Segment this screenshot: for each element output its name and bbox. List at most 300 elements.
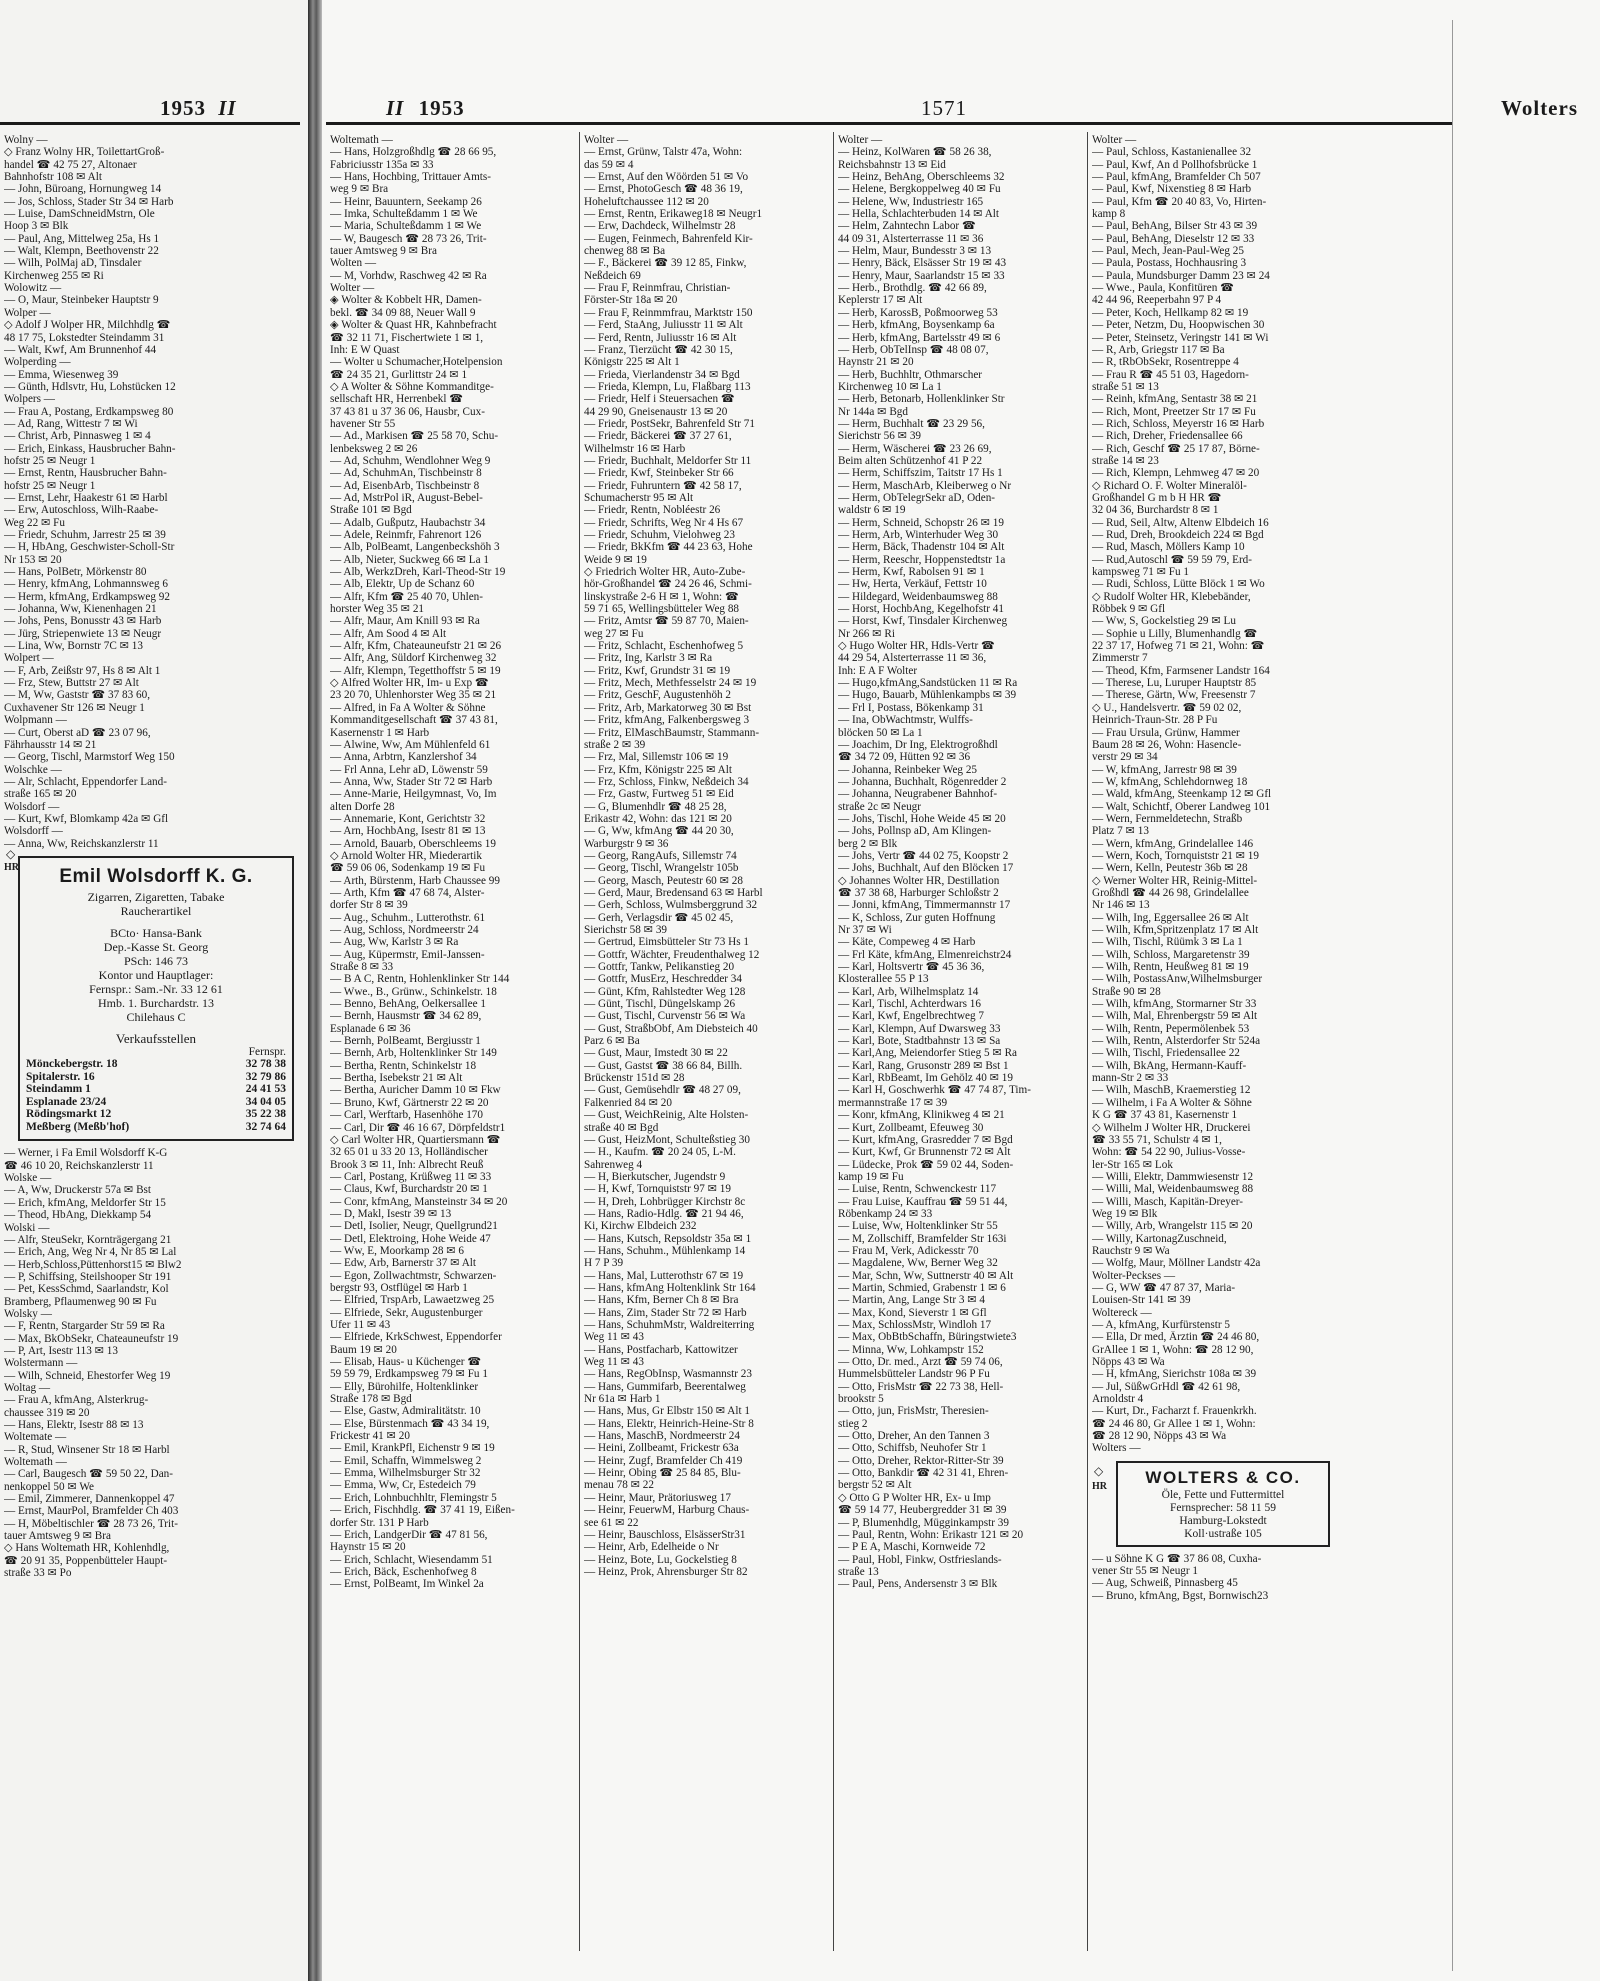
directory-entry: — Maria, Schulteßdamm 1 ✉ We	[330, 220, 482, 233]
directory-entry: Wolpers —	[4, 393, 55, 406]
directory-entry: — Gottfr, Tankw, Pelikanstieg 20	[584, 961, 735, 974]
directory-entry: — Frieda, Vierlandenstr 34 ✉ Bgd	[584, 368, 740, 381]
directory-entry: — P E A, Maschi, Kornweide 72	[838, 1541, 986, 1554]
directory-entry: weg 9 ✉ Bra	[330, 183, 389, 196]
directory-entry: — Therese, Lu, Luruper Hauptstr 85	[1092, 677, 1257, 690]
directory-entry: — Wilh, kfmAng, Stormarner Str 33	[1092, 998, 1257, 1011]
ad-line: Zigarren, Zigaretten, Tabake	[87, 889, 225, 904]
directory-entry: straße 14 ✉ 23	[1092, 454, 1159, 467]
directory-entry: — Karl,Ang, Meiendorfer Stieg 5 ✉ Ra	[838, 1047, 1018, 1060]
directory-entry: — Aug, Küpermstr, Emil-Janssen-	[330, 948, 485, 961]
directory-entry: 32 04 36, Burchardstr 8 ✉ 1	[1092, 504, 1219, 517]
directory-entry: — Alb, Nieter, Suckweg 66 ✉ La 1	[330, 553, 489, 566]
directory-entry: ◇ Franz Wolny HR, ToilettartGroß-	[4, 146, 165, 159]
directory-entry: — Günt, Tischl, Düngelskamp 26	[584, 998, 736, 1011]
directory-entry: — Herm, Reeschr, Hoppenstedtstr 1a	[838, 553, 1006, 566]
directory-entry: — Herm, Schneid, Schopstr 26 ✉ 19	[838, 516, 1004, 529]
directory-entry: Weg 22 ✉ Fu	[4, 516, 65, 529]
directory-entry: — Frz, Mal, Sillemstr 106 ✉ 19	[584, 751, 729, 764]
directory-entry: Bramberg, Pflaumenweg 90 ✉ Fu	[4, 1295, 157, 1308]
directory-entry: — Frau M, Verk, Adickesstr 70	[838, 1244, 979, 1257]
directory-entry: — Walt, Kwf, Am Brunnenhof 44	[4, 343, 157, 356]
ad-line: Raucherartikel	[120, 903, 192, 918]
directory-entry: Straße 178 ✉ Bgd	[330, 1393, 412, 1406]
directory-entry: lenbeksweg 2 ✉ 26	[330, 442, 418, 455]
directory-entry: — Herb, kfmAng, Boysenkamp 6a	[838, 319, 995, 332]
directory-entry: ◇ U., Handelsvertr. ☎ 59 02 02,	[1092, 701, 1242, 714]
directory-entry: Wolter —	[1092, 134, 1137, 146]
directory-entry: — Alfr, Kfm, Chateauneufstr 21 ✉ 26	[330, 640, 502, 653]
directory-entry: — Herm, kfmAng, Erdkampsweg 92	[4, 590, 170, 603]
directory-entry: ◇ Hugo Wolter HR, Hdls-Vertr ☎	[838, 640, 995, 653]
directory-entry: — Friedr, Rentn, Nobléestr 26	[584, 504, 721, 517]
directory-entry: — Alfr, SteuSekr, Kornträgergang 21	[4, 1233, 172, 1246]
directory-entry: — Karl H, Goschwerhk ☎ 47 74 87, Tim-	[838, 1084, 1031, 1097]
directory-entry: — Reinh, kfmAng, Sentastr 38 ✉ 21	[1092, 393, 1258, 406]
directory-entry: — Werner, i Fa Emil Wolsdorff K-G	[4, 1147, 168, 1160]
directory-entry: — F, Arb, Zeißstr 97, Hs 8 ✉ Alt 1	[4, 664, 161, 677]
directory-entry: — Hans, Elektr, Heinrich-Heine-Str 8	[584, 1417, 754, 1430]
directory-entry: — Hugo, Bauarb, Mühlenkampbs ✉ 39	[838, 689, 1017, 702]
directory-entry: ◇ A Wolter & Söhne Kommanditge-	[330, 380, 494, 393]
directory-entry: Klosterallee 55 P 13	[838, 973, 929, 986]
ad-line: BCto· Hansa-Bank	[110, 925, 202, 940]
directory-entry: — Johs, Vertr ☎ 44 02 75, Koopstr 2	[838, 849, 1009, 862]
directory-entry: — Friedr, Bäckerei ☎ 37 27 61,	[584, 430, 732, 443]
right-header-left	[386, 96, 586, 122]
directory-entry: — P, Schiffsing, Steilshooper Str 191	[4, 1270, 172, 1283]
directory-entry: Woltag —	[4, 1381, 51, 1394]
directory-entry: das 59 ✉ 4	[584, 158, 634, 171]
directory-entry: ☎ 59 14 77, Heubergredder 31 ✉ 39	[838, 1504, 1007, 1517]
directory-entry: — H, HbAng, Geschwister-Scholl-Str	[4, 541, 175, 554]
directory-entry: Nr 153 ✉ 20	[4, 553, 62, 566]
directory-entry: — Bernh, PolBeamt, Bergiusstr 1	[330, 1035, 481, 1048]
directory-entry: — Alwine, Ww, Am Mühlenfeld 61	[330, 738, 491, 751]
directory-entry: — Hans, MaschB, Nordmeerstr 24	[584, 1430, 740, 1443]
directory-entry: — Paul, Kwf, Nixenstieg 8 ✉ Harb	[1092, 183, 1252, 196]
directory-entry: — Wwe., B., Grünw., Schinkelstr. 18	[330, 985, 497, 998]
ad-line: Dep.-Kasse St. Georg	[103, 939, 209, 954]
column-divider	[833, 132, 834, 1951]
directory-entry: Wolten —	[330, 257, 377, 270]
directory-entry: Bahnhofstr 108 ✉ Alt	[4, 171, 102, 184]
directory-entry: verstr 29 ✉ 34	[1092, 751, 1158, 764]
directory-entry: ☎ 28 12 90, Nöpps 43 ✉ Wa	[1092, 1430, 1227, 1443]
directory-entry: — Ad, Rang, Wittestr 7 ✉ Wi	[4, 417, 138, 430]
directory-entry: Woltemath —	[330, 134, 393, 146]
directory-entry: — Johs, Pens, Bonusstr 43 ✉ Harb	[4, 615, 162, 628]
directory-entry: — Wilh, PolMaj aD, Tinsdaler	[4, 257, 142, 270]
directory-entry: — Anna, Arbtrn, Kanzlershof 34	[330, 751, 477, 764]
directory-entry: — Herm, Bäck, Thadenstr 104 ✉ Alt	[838, 541, 1005, 554]
directory-entry: — Horst, HochbAng, Kegelhofstr 41	[838, 603, 1004, 616]
directory-entry: Inh: E A F Wolter	[838, 664, 918, 677]
directory-entry: — Eugen, Feinmech, Bahrenfeld Kir-	[584, 232, 753, 245]
directory-entry: — M, Ww, Gaststr ☎ 37 83 60,	[4, 689, 151, 702]
directory-entry: — Ad, EisenbArb, Tischbeinstr 8	[330, 479, 480, 492]
directory-entry: — Frieda, Klempn, Lu, Flaßbarg 113	[584, 380, 751, 393]
directory-entry: — Hugo,kfmAng,Sandstücken 11 ✉ Ra	[838, 677, 1018, 690]
directory-entry: — Gerh, Verlagsdir ☎ 45 02 45,	[584, 911, 734, 924]
directory-entry: ☎ 34 72 09, Hütten 92 ✉ 36	[838, 751, 971, 764]
directory-entry: — Karl, RbBeamt, Im Gehölz 40 ✉ 19	[838, 1072, 1013, 1085]
directory-entry: — Horst, Kwf, Tinsdaler Kirchenweg	[838, 615, 1008, 628]
directory-entry: — Hw, Herta, Verkäuf, Fettstr 10	[838, 578, 987, 591]
directory-entry: — Ernst, Auf den Wöörden 51 ✉ Vo	[584, 171, 749, 184]
directory-entry: — Walt, Schichtf, Oberer Landweg 101	[1092, 800, 1271, 813]
directory-entry: — Heinr, Zugf, Bramfelder Ch 419	[584, 1454, 743, 1467]
ad-store-table	[26, 1046, 286, 1134]
directory-entry: Reichsbahnstr 13 ✉ Eid	[838, 158, 946, 171]
directory-entry: — Willy, KartonagZuschneid,	[1092, 1232, 1227, 1245]
directory-entry: — Johanna, Neugrabener Bahnhof-	[838, 788, 998, 801]
directory-entry: — Johanna, Reinbeker Weg 25	[838, 763, 978, 776]
directory-entry: — Wolfg, Maur, Möllner Landstr 42a	[1092, 1257, 1261, 1270]
directory-entry: — F, Rentn, Stargarder Str 59 ✉ Ra	[4, 1320, 165, 1333]
directory-entry: — Frau Luise, Kauffrau ☎ 59 51 44,	[838, 1195, 1008, 1208]
directory-entry: Baum 19 ✉ 20	[330, 1343, 397, 1356]
ad-store-phone: 32 78 38	[245, 1058, 286, 1071]
directory-entry: sellschaft HR, Herrenbekl ☎	[330, 393, 464, 406]
directory-entry: — Rud,Autoschl ☎ 59 59 79, Erd-	[1092, 553, 1252, 566]
directory-entry: — Paul, Schloss, Kastanienallee 32	[1092, 146, 1252, 159]
directory-entry: alten Dorfe 28	[330, 800, 395, 813]
directory-entry: — Rich, Schloss, Meyerstr 16 ✉ Harb	[1092, 417, 1265, 430]
directory-entry: kamp 19 ✉ Fu	[838, 1170, 904, 1183]
directory-entry: — Alfr, Klempn, Tegetthoffstr 5 ✉ 19	[330, 664, 501, 677]
ad-store-street: Steindamm 1	[26, 1083, 91, 1096]
directory-entry: — Carl, Postang, Krüßweg 11 ✉ 33	[330, 1170, 492, 1183]
directory-entry: — B A C, Rentn, Hohlenklinker Str 144	[330, 973, 510, 986]
directory-entry: — Emma, Wiesenweg 39	[4, 368, 119, 381]
directory-entry: — Theod, HbAng, Diekkamp 54	[4, 1209, 152, 1222]
directory-entry: — Helene, Ww, Industriestr 165	[838, 195, 984, 208]
directory-entry: — Elly, Bürohilfe, Holtenklinker	[330, 1380, 479, 1393]
directory-entry: — Paul, Kwf, An d Pollhofsbrücke 1	[1092, 158, 1258, 171]
directory-entry: — Wolter u Schumacher,Hotelpension	[330, 356, 503, 369]
directory-entry: — Kurt, Dr., Facharzt f. Frauenkrkh.	[1092, 1405, 1257, 1418]
directory-entry: Straße 90 ✉ 28	[1092, 985, 1161, 998]
directory-entry: — Carl, Dir ☎ 46 16 67, Dörpfeldstr1	[330, 1121, 506, 1134]
ad-store-phone: 32 79 86	[245, 1070, 286, 1083]
directory-entry: mann-Str 2 ✉ 33	[1092, 1072, 1169, 1085]
directory-entry: Röbbek 9 ✉ Gfl	[1092, 603, 1166, 616]
directory-entry: Woltemate —	[4, 1431, 67, 1444]
directory-entry: — Herb, Buchhltr, Othmarscher	[838, 368, 983, 381]
directory-entry: — Gust, Maur, Imstedt 30 ✉ 22	[584, 1047, 728, 1060]
directory-entry: — Fritz, GeschF, Augustenhöh 2	[584, 689, 732, 702]
directory-entry: — Helm, Zahntechn Labor ☎	[838, 220, 976, 233]
directory-entry: GrAllee 1 ✉ 1, Wohn: ☎ 28 12 90,	[1092, 1343, 1254, 1356]
directory-entry: — John, Büroang, Hornungweg 14	[4, 183, 162, 196]
ad-sales-title: Verkaufsstellen	[115, 1030, 197, 1046]
ad-title: Emil Wolsdorff K. G.	[59, 865, 253, 887]
directory-entry: — Herb, ObTelInsp ☎ 48 08 07,	[838, 343, 989, 356]
directory-entry: chaussee 319 ✉ 20	[4, 1406, 90, 1419]
directory-entry: — Joachim, Dr Ing, Elektrogroßhdl	[838, 738, 998, 751]
directory-entry: — Frau F, Reinmfrau, Christian-	[584, 282, 731, 295]
directory-entry: — Max, BkObSekr, Chateauneufstr 19	[4, 1332, 179, 1345]
directory-entry: — Aug, Ww, Karlstr 3 ✉ Ra	[330, 936, 459, 949]
directory-entry: — Paula, Mundsburger Damm 23 ✉ 24	[1092, 269, 1270, 282]
directory-entry: — Heinz, Prok, Ahrensburger Str 82	[584, 1565, 748, 1578]
directory-entry: — Frz, Stew, Buttstr 27 ✉ Alt	[4, 677, 139, 690]
directory-entry: — Else, Bürstenmach ☎ 43 34 19,	[330, 1417, 490, 1430]
ad-store-street: Rödingsmarkt 12	[26, 1108, 112, 1121]
directory-entry: — Heinz, KolWaren ☎ 58 26 38,	[838, 146, 992, 159]
directory-entry: — Rud, Masch, Möllers Kamp 10	[1092, 541, 1245, 554]
directory-entry: bekl. ☎ 34 09 88, Neuer Wall 9	[330, 306, 476, 319]
ad-store-phone: 35 22 38	[245, 1108, 286, 1121]
directory-entry: — Erich, Schlacht, Wiesendamm 51	[330, 1553, 493, 1566]
directory-entry: ler-Str 165 ✉ Lok	[1092, 1158, 1173, 1171]
directory-entry: — Fritz, Schlacht, Eschenhofweg 5	[584, 640, 744, 653]
directory-entry: — Rudi, Schloss, Lütte Blöck 1 ✉ Wo	[1092, 578, 1265, 591]
ad-store-row	[26, 1058, 286, 1071]
directory-entry: — Otto, Schiffsb, Neuhofer Str 1	[838, 1442, 987, 1455]
directory-entry: — Hans, Kutsch, Repsoldstr 35a ✉ 1	[584, 1232, 752, 1245]
ad-store-street: Esplanade 23/24	[26, 1095, 107, 1108]
directory-entry: — G, Blumenhdlr ☎ 48 25 28,	[584, 800, 727, 813]
directory-entry: — Ferd, Rentn, Juliusstr 16 ✉ Alt	[584, 331, 737, 344]
directory-entry: — Helene, Bergkoppelweg 40 ✉ Fu	[838, 183, 1001, 196]
directory-entry: — Wilh, BkAng, Hermann-Kauff-	[1092, 1059, 1247, 1072]
ad-line: Kontor und Hauptlager:	[98, 967, 214, 982]
ad-phone-header: Fernspr.	[248, 1045, 286, 1058]
directory-entry: Woltemath —	[4, 1456, 67, 1469]
directory-entry: Förster-Str 18a ✉ 20	[584, 294, 678, 307]
directory-entry: — Willi, Elektr, Dammwiesenstr 12	[1092, 1170, 1254, 1183]
directory-entry: Sahrenweg 4	[584, 1158, 643, 1171]
directory-entry: — Johs, Pollnsp aD, Am Klingen-	[838, 825, 992, 838]
directory-entry: Fabriciusstr 135a ✉ 33	[330, 158, 434, 171]
directory-entry: — Frz, Kfm, Königstr 225 ✉ Alt	[584, 763, 732, 776]
directory-entry: Nr 146 ✉ 13	[1092, 899, 1150, 912]
directory-entry: — Conr, kfmAng, Mansteinstr 34 ✉ 20	[330, 1195, 508, 1208]
directory-entry: — Fritz, Arb, Markatorweg 30 ✉ Bst	[584, 701, 752, 714]
directory-entry: — Bruno, Kwf, Gärtnerstr 22 ✉ 20	[330, 1096, 489, 1109]
directory-entry: — Lüdecke, Prok ☎ 59 02 44, Soden-	[838, 1158, 1014, 1171]
directory-entry: — Frz, Schloss, Finkw, Neßdeich 34	[584, 775, 749, 788]
directory-entry: straße 2c ✉ Neugr	[838, 800, 921, 813]
page-number: 1571	[921, 96, 967, 120]
directory-entry: ☎ 32 11 71, Fischertwiete 1 ✉ 1,	[330, 331, 484, 344]
directory-entry: — Magdalene, Ww, Berner Weg 32	[838, 1257, 998, 1270]
directory-entry: kampsweg 71 ✉ Fu 1	[1092, 566, 1190, 579]
directory-entry: Wolsdorf —	[4, 800, 60, 813]
directory-entry: ◇ Carl Wolter HR, Quartiersmann ☎	[330, 1133, 501, 1146]
directory-entry: — Heinr, FeuerwM, Harburg Chaus-	[584, 1504, 750, 1517]
ad-line: PSch: 146 73	[123, 953, 188, 968]
directory-entry: Erikastr 42, Wohn: das 121 ✉ 20	[584, 812, 732, 825]
directory-entry: — Wilhelm, i Fa A Wolter & Söhne	[1092, 1096, 1252, 1109]
directory-entry: ◇ Wilhelm J Wolter HR, Druckerei	[1092, 1121, 1251, 1134]
directory-entry: — Friedr, Fuhruntern ☎ 42 58 17,	[584, 479, 742, 492]
directory-entry: Weg 19 ✉ Blk	[1092, 1207, 1158, 1220]
ad-line: Chilehaus C	[126, 1009, 186, 1024]
directory-entry: Weg 11 ✉ 43	[584, 1356, 644, 1369]
directory-entry: tauer Amtsweg 9 ✉ Bra	[4, 1530, 111, 1543]
column-divider	[579, 132, 580, 1951]
directory-entry: Wolstermann —	[4, 1357, 78, 1370]
directory-entry: — Lina, Ww, Bornstr 7C ✉ 13	[4, 640, 143, 653]
directory-entry: Ki, Kirchw Elbdeich 232	[584, 1220, 697, 1233]
directory-entry: — Elisab, Haus- u Küchenger ☎	[330, 1356, 482, 1369]
directory-entry: Ufer 11 ✉ 43	[330, 1319, 391, 1331]
directory-entry: Cuxhavener Str 126 ✉ Neugr 1	[4, 701, 145, 714]
directory-entry: Weide 9 ✉ 19	[584, 553, 647, 566]
directory-entry: Kirchenweg 255 ✉ Ri	[4, 269, 104, 282]
directory-entry: — Aug, Schweiß, Pinnasberg 45	[1092, 1577, 1238, 1590]
directory-entry: — Otto, Dreher, An den Tannen 3	[838, 1430, 990, 1443]
directory-entry: — Fritz, Mech, Methfesselstr 24 ✉ 19	[584, 677, 757, 690]
directory-entry: tauer Amtsweg 9 ✉ Bra	[330, 245, 437, 258]
directory-entry: 42 44 96, Reeperbahn 97 P 4	[1092, 294, 1222, 307]
directory-entry: — Frau A, kfmAng, Alsterkrug-	[4, 1394, 149, 1407]
directory-entry: — Karl, Bote, Stadtbahnstr 13 ✉ Sa	[838, 1035, 1001, 1048]
directory-entry: — Hans, PolBetr, Mörkenstr 80	[4, 566, 147, 579]
book-gutter	[308, 0, 322, 1981]
directory-entry: — Herm, ObTelegrSekr aD, Oden-	[838, 491, 996, 504]
directory-entry: — Herm, Wäscherei ☎ 23 26 69,	[838, 442, 992, 455]
directory-entry: — Carl, Werftarb, Hasenhöhe 170	[330, 1109, 483, 1122]
directory-entry: Nr 37 ✉ Wi	[838, 924, 892, 936]
diamond-icon: ◇	[6, 846, 16, 861]
directory-entry: — Adele, Reinmfr, Fahrenort 126	[330, 529, 482, 541]
directory-entry: Baum 28 ✉ 26, Wohn: Hasencle-	[1092, 738, 1242, 751]
directory-entry: — Erich, kfmAng, Meldorfer Str 15	[4, 1196, 166, 1209]
directory-entry: — Otto, Dr. med., Arzt ☎ 59 74 06,	[838, 1356, 1003, 1369]
directory-entry: — Max, ObBtbSchaffn, Büringstwiete3	[838, 1331, 1017, 1344]
directory-entry: — Wilh, Rentn, Alsterdorfer Str 524a	[1092, 1035, 1261, 1048]
ad-store-street: Spitalerstr. 16	[26, 1070, 95, 1083]
directory-entry: — Paul, kfmAng, Bramfelder Ch 507	[1092, 171, 1261, 184]
directory-entry: — Günth, Hdlsvtr, Hu, Lohstücken 12	[4, 380, 176, 393]
directory-entry: waldstr 6 ✉ 19	[838, 504, 906, 517]
directory-entry: ◇ Otto G P Wolter HR, Ex- u Imp	[838, 1491, 991, 1504]
directory-entry: — Alr, Schlacht, Eppendorfer Land-	[4, 775, 167, 788]
ad-store-row	[26, 1083, 286, 1096]
directory-entry: — Hans, Gummifarb, Beerentalweg	[584, 1380, 746, 1393]
directory-entry: menau 78 ✉ 22	[584, 1479, 654, 1492]
directory-entry: — Wilh, Schloss, Margaretenstr 39	[1092, 948, 1250, 961]
directory-entry: — Alfr, Maur, Am Knill 93 ✉ Ra	[330, 615, 480, 628]
page-edge	[1452, 20, 1453, 1971]
directory-entry: — Otto, Dreher, Rektor-Ritter-Str 39	[838, 1454, 1004, 1467]
directory-entry: — Wilh, Schneid, Ehestorfer Weg 19	[4, 1369, 171, 1382]
directory-entry: Frickestr 41 ✉ 20	[330, 1430, 410, 1443]
directory-entry: Wolter —	[838, 134, 883, 146]
directory-entry: Woltereck —	[1092, 1306, 1152, 1319]
directory-entry: — Max, SchlossMstr, Windloh 17	[838, 1319, 992, 1331]
ad-store-row	[26, 1121, 286, 1134]
directory-entry: — Emil, Zimmerer, Dannenkoppel 47	[4, 1493, 175, 1506]
directory-entry: — Karl, Rang, Grusonstr 289 ✉ Bst 1	[838, 1059, 1009, 1072]
directory-entry: Inh: E W Quast	[330, 343, 400, 356]
directory-entry: Platz 7 ✉ 13	[1092, 825, 1149, 838]
directory-entry: — Paul, Mech, Jean-Paul-Weg 25	[1092, 245, 1244, 258]
ad-store-phone: 24 41 53	[245, 1083, 286, 1096]
directory-entry: — Herb, KarossB, Poßmoorweg 53	[838, 306, 998, 319]
directory-entry: — Bertha, Rentn, Schinkelstr 18	[330, 1059, 477, 1072]
directory-entry: straße 51 ✉ 13	[1092, 380, 1159, 393]
directory-entry: — P, Art, Isestr 113 ✉ 13	[4, 1344, 118, 1357]
directory-entry: — Hans, kfmAng Holtenklink Str 164	[584, 1281, 756, 1294]
directory-entry: havener Str 55	[330, 417, 396, 430]
directory-entry: — Gerh, Schloss, Wulmsberggrund 32	[584, 899, 758, 912]
right-header-rule	[326, 122, 1452, 125]
directory-entry: — Helm, Maur, Bundesstr 3 ✉ 13	[838, 245, 992, 258]
ad-store-phone: 32 74 64	[245, 1120, 286, 1133]
directory-entry: — Wwe., Paula, Konfitüren ☎	[1092, 282, 1235, 295]
directory-entry: — Otto, FrisMstr ☎ 22 73 38, Hell-	[838, 1380, 1004, 1393]
running-head: Wolters	[1501, 96, 1578, 120]
directory-entry: — Jul, SüßwGrHdl ☎ 42 61 98,	[1092, 1380, 1241, 1393]
directory-entry: — Therese, Gärtn, Ww, Freesenstr 7	[1092, 689, 1256, 702]
directory-entry: — Fritz, kfmAng, Falkenbergsweg 3	[584, 714, 750, 727]
directory-entry: — Peter, Koch, Hellkamp 82 ✉ 19	[1092, 306, 1249, 319]
directory-entry: — Arnold, Bauarb, Oberschleems 19	[330, 837, 496, 850]
left-header	[160, 96, 300, 122]
directory-entry: — Karl, Holtsvertr ☎ 45 36 36,	[838, 961, 985, 974]
directory-entry: straße 2 ✉ 39	[584, 738, 646, 751]
directory-entry: — Ina, ObWachtmstr, Wulffs-	[838, 714, 973, 727]
directory-entry: Arnoldstr 4	[1092, 1393, 1144, 1406]
directory-entry: — Georg, Tischl, Wrangelstr 105b	[584, 862, 739, 875]
directory-entry: — Minna, Ww, Lohkampstr 152	[838, 1343, 984, 1356]
directory-entry: — Karl, Kwf, Engelbrechtweg 7	[838, 1010, 985, 1023]
ad-store-street: Meßberg (Meßb'hof)	[26, 1120, 130, 1133]
ad2-line: Fernsprecher: 58 11 59	[1170, 1501, 1276, 1514]
directory-entry: — Hans, Schuhm., Mühlenkamp 14	[584, 1244, 746, 1257]
directory-entry: straße 13	[838, 1565, 879, 1578]
directory-entry: Fährhausstr 14 ✉ 21	[4, 738, 97, 751]
directory-entry: — Henry, Maur, Saarlandstr 15 ✉ 33	[838, 269, 1005, 282]
directory-entry: — Ww, E, Moorkamp 28 ✉ 6	[330, 1244, 464, 1257]
directory-entry: — W, kfmAng, Schlehdornweg 18	[1092, 775, 1248, 788]
directory-entry: — Anna, Ww, Stader Str 72 ✉ Harb	[330, 775, 493, 788]
directory-entry: — Erich, Ang, Weg Nr 4, Nr 85 ✉ Lal	[4, 1246, 177, 1259]
directory-entry: — F., Bäckerei ☎ 39 12 85, Finkw,	[584, 257, 747, 270]
directory-entry: — Friedr, Schrifts, Weg Nr 4 Hs 67	[584, 516, 744, 529]
wolsdorff-advertisement	[18, 856, 294, 1142]
directory-entry: — Friedr, Buchhalt, Meldorfer Str 11	[584, 454, 752, 467]
directory-entry: Keplerstr 17 ✉ Alt	[838, 294, 923, 307]
directory-entry: — Egon, Zollwachtmstr, Schwarzen-	[330, 1269, 497, 1282]
directory-entry: — Karl, Arb, Wilhelmsplatz 14	[838, 985, 979, 998]
directory-entry: — Bruno, kfmAng, Bgst, Bornwisch23	[1092, 1589, 1269, 1602]
directory-entry: — Frz, Gastw, Furtweg 51 ✉ Eid	[584, 788, 734, 801]
right-column-3	[838, 134, 1084, 1961]
directory-entry: Wolter —	[584, 134, 629, 146]
directory-entry: linskystraße 2-6 H ✉ 1, Wohn: ☎	[584, 590, 739, 603]
directory-entry: — Alfr, Kfm ☎ 25 40 70, Uhlen-	[330, 590, 484, 603]
directory-entry: — Detl, Elektroing, Hohe Weide 47	[330, 1232, 491, 1245]
directory-entry: weg 27 ✉ Fu	[584, 627, 644, 640]
directory-entry: — H., Kaufm. ☎ 20 24 05, L-M.	[584, 1146, 736, 1159]
directory-entry: — Herm, Buchhalt ☎ 23 29 56,	[838, 417, 985, 430]
directory-entry: — Friedr, Schuhm, Vielohweg 23	[584, 529, 735, 541]
directory-entry: Hummelsbütteler Landstr 96 P Fu	[838, 1368, 990, 1381]
directory-entry: ☎ 20 91 35, Poppenbütteler Haupt-	[4, 1554, 168, 1567]
directory-entry: — Emil, KrankPfl, Eichenstr 9 ✉ 19	[330, 1442, 495, 1455]
directory-entry: — Wern, kfmAng, Grindelallee 146	[1092, 837, 1254, 850]
directory-entry: kamp 8	[1092, 208, 1126, 221]
ad-store-row	[26, 1108, 286, 1121]
directory-entry: Wolpmann —	[4, 714, 67, 727]
directory-entry: straße 40 ✉ Bgd	[584, 1121, 659, 1134]
